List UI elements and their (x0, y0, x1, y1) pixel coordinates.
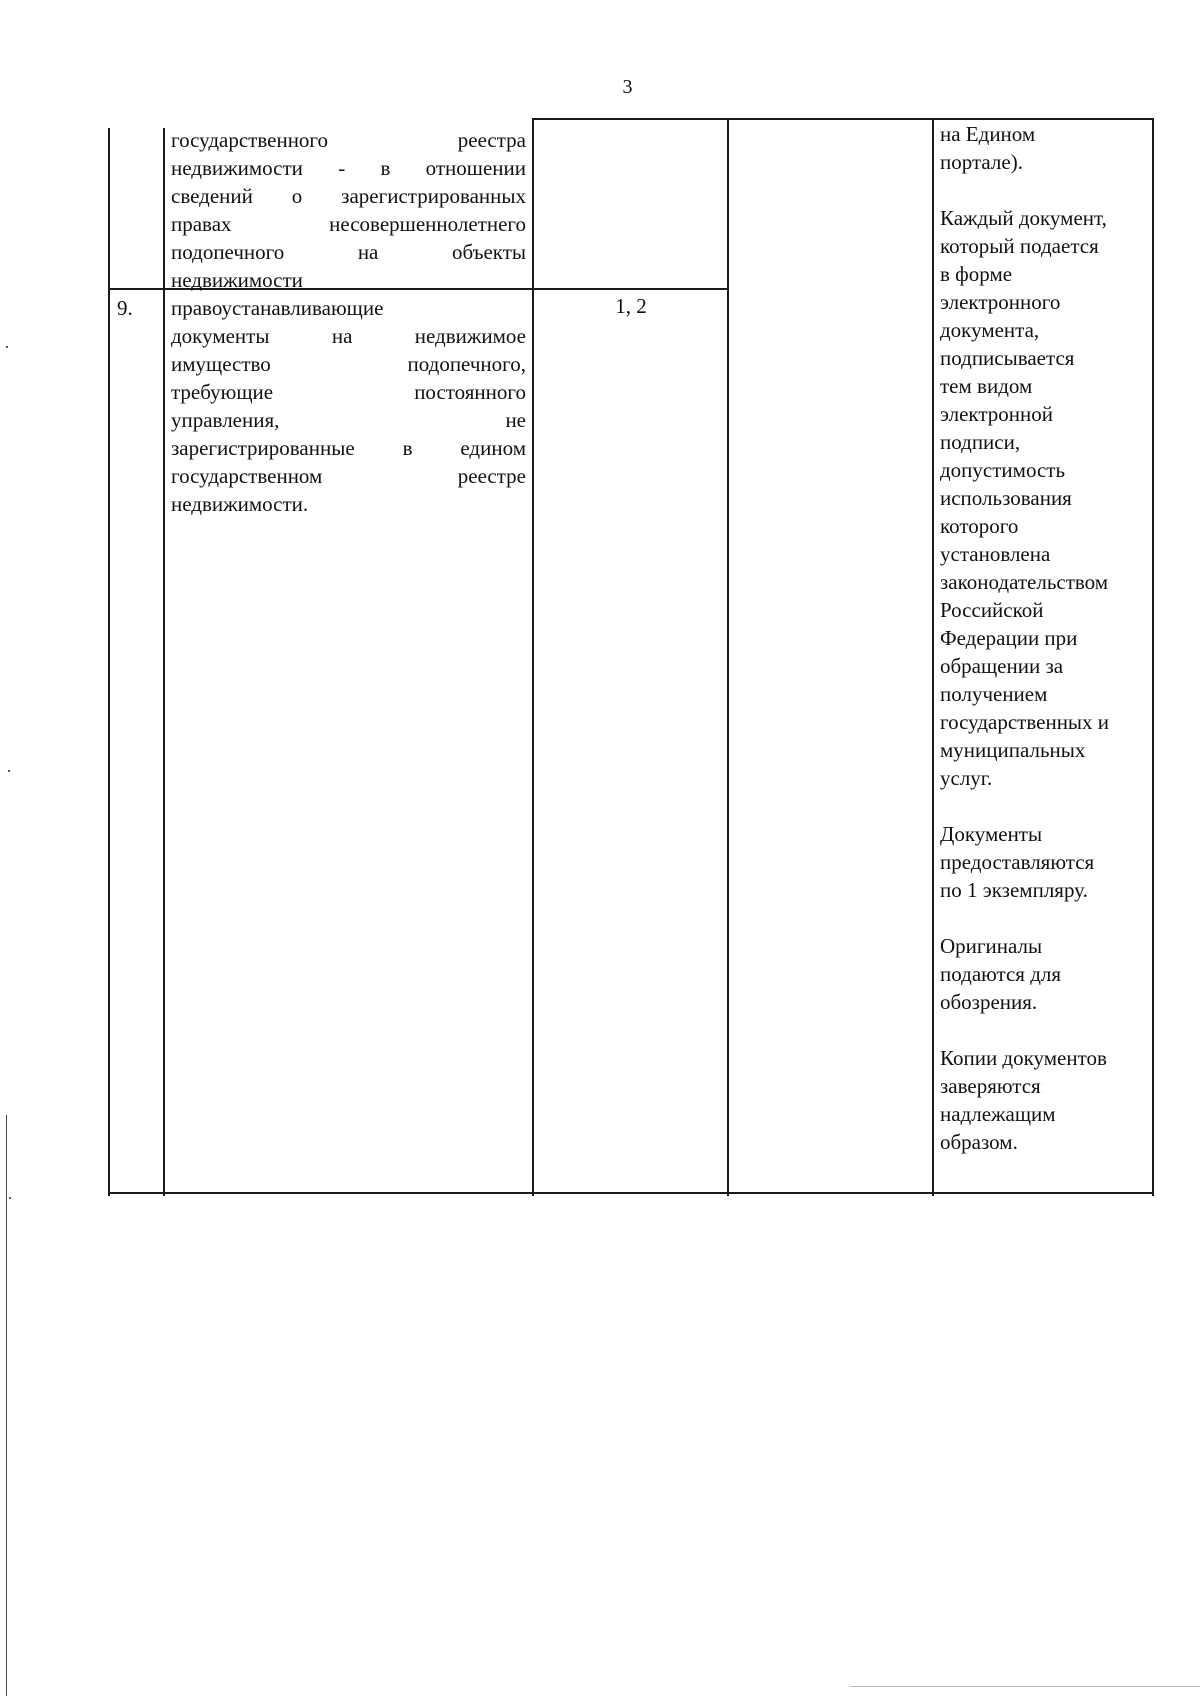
text-line: допустимость (940, 458, 1066, 482)
table-border-bottom (108, 1192, 1154, 1194)
text-line: муниципальных (940, 738, 1086, 762)
text-line: подписывается (940, 346, 1075, 370)
text-line: правоустанавливающие (171, 296, 384, 320)
row-9-description (171, 294, 526, 518)
text-line: тем видом (940, 374, 1033, 398)
text-line: правах несовершеннолетнего (171, 212, 526, 236)
text-line: зарегистрированные в едином (171, 436, 526, 460)
column-divider-4 (932, 118, 934, 1196)
text-line: управления, не (171, 408, 526, 432)
text-line: образом. (940, 1130, 1018, 1154)
text-line: услуг. (940, 766, 993, 790)
column-divider-2 (532, 118, 534, 1196)
prev-row-description (171, 126, 526, 294)
text-line: документа, (940, 318, 1040, 342)
text-line: государственном реестре (171, 464, 526, 488)
text-line: требующие постоянного (171, 380, 526, 404)
text-line: Копии документов (940, 1046, 1107, 1070)
text-line: по 1 экземпляру. (940, 878, 1088, 902)
scan-speck (8, 770, 10, 772)
text-line: сведений о зарегистрированных (171, 184, 526, 208)
row-9-number: 9. (117, 296, 133, 320)
text-line: предоставляются (940, 850, 1095, 874)
text-line: на Едином (940, 122, 1036, 146)
text-line: электронной (940, 402, 1054, 426)
text-line: документы на недвижимое (171, 324, 526, 348)
text-line: Документы (940, 822, 1043, 846)
scan-edge-line (6, 1115, 7, 1696)
notes-column (940, 120, 1150, 1156)
table-border-right (1152, 118, 1154, 1196)
text-line: подопечного на объекты (171, 240, 526, 264)
text-line: недвижимости. (171, 492, 309, 516)
column-divider-3 (727, 118, 729, 1196)
text-line: государственных и (940, 710, 1110, 734)
text-line: недвижимости (171, 268, 303, 292)
requirements-table (108, 118, 1154, 1196)
text-line: заверяются (940, 1074, 1041, 1098)
scan-speck (9, 1197, 11, 1199)
text-line: портале). (940, 150, 1023, 174)
text-line: законодательством (940, 570, 1109, 594)
text-line: использования (940, 486, 1072, 510)
text-line: Оригиналы (940, 934, 1043, 958)
text-line: подаются для (940, 962, 1062, 986)
text-line: в форме (940, 262, 1013, 286)
scan-speck (6, 346, 8, 348)
text-line: получением (940, 682, 1048, 706)
text-line: обозрения. (940, 990, 1038, 1014)
text-line: подписи, (940, 430, 1021, 454)
text-line: недвижимости - в отношении (171, 156, 526, 180)
text-line: обращении за (940, 654, 1064, 678)
row-9-reference: 1, 2 (615, 294, 647, 318)
text-line: которого (940, 514, 1019, 538)
text-line: Российской (940, 598, 1044, 622)
text-line: который подается (940, 234, 1099, 258)
text-line: Федерации при (940, 626, 1078, 650)
text-line: Каждый документ, (940, 206, 1107, 230)
scan-bottom-line (850, 1686, 1200, 1687)
text-line: имущество подопечного, (171, 352, 526, 376)
page-number: 3 (622, 76, 633, 98)
text-line: электронного (940, 290, 1061, 314)
text-line: надлежащим (940, 1102, 1056, 1126)
text-line: государственного реестра (171, 128, 526, 152)
text-line: установлена (940, 542, 1051, 566)
